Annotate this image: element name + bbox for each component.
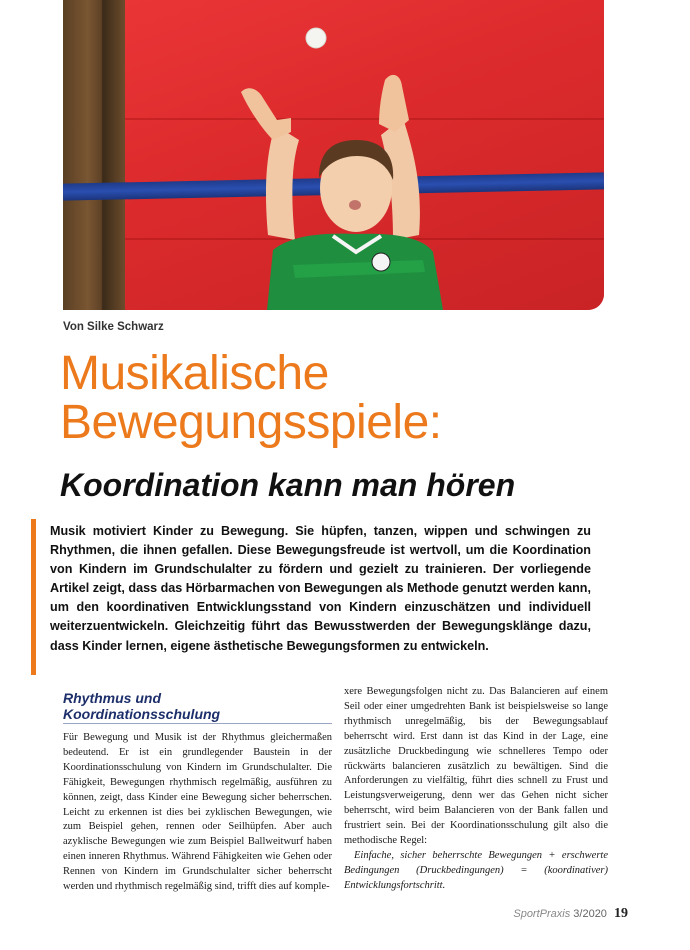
article-subtitle: Koordination kann man hören (60, 467, 516, 503)
section-heading-line1: Rhythmus und (63, 690, 161, 706)
body-column-left (63, 731, 332, 895)
left-hand (241, 88, 291, 140)
page-footer (513, 906, 628, 922)
page-number: 19 (614, 906, 628, 921)
dfb-crest (372, 253, 390, 271)
issue-number: 3/2020 (573, 908, 607, 920)
ball (306, 28, 326, 48)
lead-accent-bar (31, 519, 36, 675)
lead-paragraph: Musik motiviert Kinder zu Bewegung. Sie hüpfen, tanzen, wippen und schwingen zu Rhythmen, die ihnen gefallen. Diese Bewegungsfreude ist wertvoll, um die Koordination von Kindern im Grundschulalter zu fördern und gezielt zu trainieren. Der vorliegende Artikel zeigt, dass das Hörbarmachen von Bewegungen als Methode genutzt werden kann, um den koordinativen Entwicklungsstand von Kindern einzuschätzen und individuell weiterzuentwickeln. Gleichzeitig führt das Bewusstwerden der Bewegungsklänge dazu, dass Kinder lernen, eigene ästhetische Bewegungsformen zu entwickeln. (50, 524, 591, 653)
section-heading (63, 690, 332, 722)
body-column-right (344, 685, 608, 894)
child-mouth (349, 200, 361, 210)
body-paragraph-right: xere Bewegungsfolgen nicht zu. Das Balancieren auf einem Seil oder einer umgedrehten Bank ist beispielsweise so lange rhythmisch unregelmäßig, bis der Bewegungsablauf beherrscht wird. Erst dann ist das Kind in der Lage, eine zusätzliche Druckbedingung wie schnelleres Tempo oder rückwärts balancieren zusätzlich zu bewältigen. Sind die Anforderungen zu vielfältig, führt dies schnell zu Frust und Leistungsverweigerung, denn wer das Gehen nicht sicher beherrscht, wird beim Balancieren von der Bank fallen und frustriert sein. Bei der Koordinationsschulung gilt also die methodische Regel: (344, 686, 608, 847)
journal-name: SportPraxis (513, 908, 571, 920)
section-heading-line2: Koordinationsschulung (63, 706, 221, 722)
article-title: Musikalische Bewegungsspiele: (60, 347, 442, 449)
right-hand (379, 75, 409, 132)
child-figure (63, 0, 604, 310)
article-photo (63, 0, 604, 310)
body-paragraph-left: Für Bewegung und Musik ist der Rhythmus gleichermaßen bedeutend. Er ist ein grundlegender Baustein in der Koordinationsschulung von Kindern im Grundschulalter. Die Fähigkeit, Bewegungen rhythmisch regelmäßig, ausführen zu können, zeigt, dass Kinder eine Bewegung sicher beherrschen. Leicht zu erkennen ist dies bei zyklischen Bewegungen, wie zum Beispiel gehen, rennen oder Seilhüpfen. Aber auch azyklische Bewegungen wie zum Beispiel Ballweitwurf haben einen inneren Rhythmus. Während Fähigkeiten wie Gehen oder Rennen von Kindern im Grundschulalter sicher beherrscht werden und rhythmisch regelmäßig sind, trifft dies auf komple- (63, 732, 332, 893)
left-arm (266, 125, 299, 240)
methodic-rule: Einfache, sicher beherrschte Bewegungen + erschwerte Bedingungen (Druckbedingungen) = (koordinativer) Entwicklungsfortschritt. (344, 849, 608, 891)
byline: Von Silke Schwarz (63, 321, 164, 333)
section-heading-rule (63, 723, 332, 724)
